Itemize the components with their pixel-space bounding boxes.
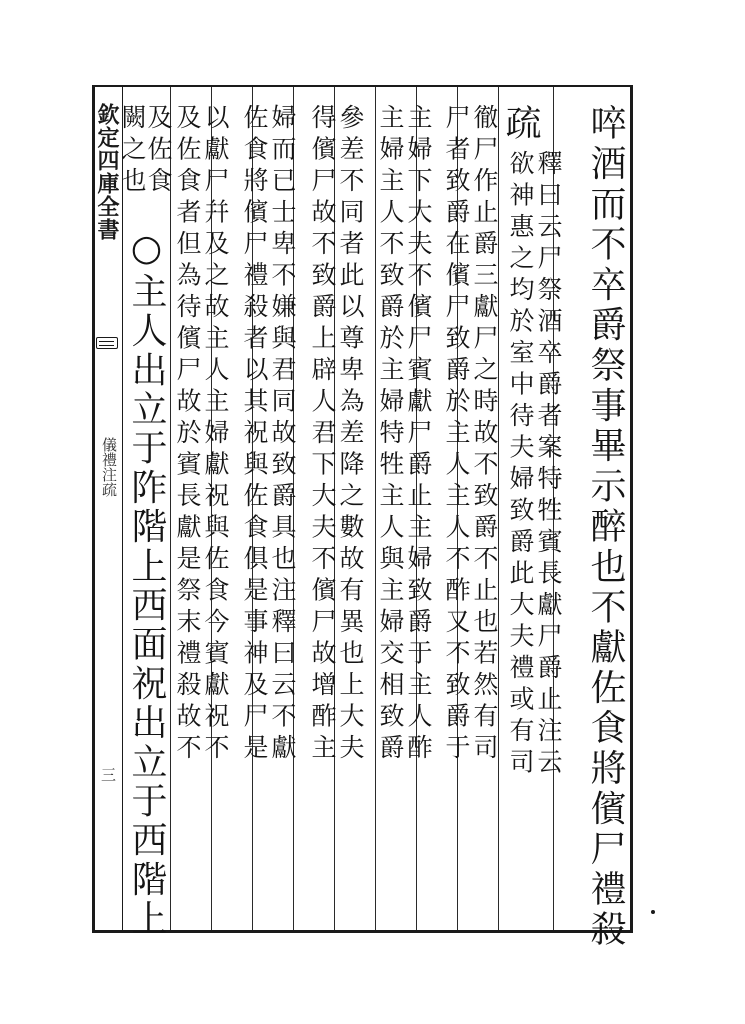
column-text: 釋曰云尸祭酒卒爵者案特牲賓長獻尸爵止注云: [534, 150, 563, 780]
column-text: 主婦下大夫不儐尸賓獻尸爵止主婦致爵于主人酢: [404, 104, 433, 766]
text-column-3: [500, 150, 540, 780]
ink-dot: [651, 910, 655, 914]
column-text: 主婦主人不致爵於主婦特牲主人與主婦交相致爵: [376, 104, 405, 766]
text-column-9: [302, 104, 342, 766]
fish-tail-ornament: [96, 337, 118, 349]
column-text: 欲神惠之均於室中待夫婦致爵此大夫禮或有司: [506, 150, 535, 780]
margin-book-title: 儀禮注疏: [100, 437, 118, 497]
text-column-1: [585, 104, 625, 950]
column-text: 以獻尸幷及之故主人主婦獻祝與佐食今賓獻祝不: [201, 104, 230, 766]
text-column-11: [234, 104, 274, 766]
text-column-2: [500, 104, 546, 145]
text-column-14b: [112, 104, 152, 199]
text-column-14c: [126, 228, 166, 939]
text-column-5: [436, 104, 476, 766]
text-column-13: [167, 104, 207, 766]
column-text: 啐酒而不卒爵祭事畢示醉也不獻佐食將儐尸禮殺: [585, 104, 626, 951]
column-text: 主人出立于阼階上西面祝出立于西階上: [126, 272, 167, 939]
column-text: 闕之也: [118, 104, 147, 199]
margin-divider: [122, 85, 123, 933]
column-text: 徹尸作止爵三獻尸之時故不致爵不止也若然有司: [470, 104, 499, 766]
column-text: 得儐尸故不致爵上辟人君下大夫不儐尸故增酢主: [308, 104, 337, 766]
margin-title: 欽定四庫全書: [94, 103, 120, 241]
margin-strip: [93, 87, 121, 930]
column-text: 婦而已士卑不嫌與君同故致爵具也注釋曰云不獻: [268, 104, 297, 766]
commentary-label: 疏: [500, 104, 541, 145]
text-column-7: [370, 104, 410, 766]
column-text: 及佐食者但為待儐尸故於賓長獻是祭末禮殺故不: [173, 104, 202, 766]
column-text: 及佐食: [144, 104, 173, 199]
margin-page-number: 三: [99, 767, 117, 782]
column-text: 尸者致爵在儐尸致爵於主人主人不酢又不致爵于: [442, 104, 471, 766]
column-text: 參差不同者此以尊卑為差降之數故有異也上大夫: [336, 104, 365, 766]
section-marker: ○: [126, 228, 167, 273]
column-text: 佐食將儐尸禮殺者以其祝與佐食俱是事神及尸是: [240, 104, 269, 766]
